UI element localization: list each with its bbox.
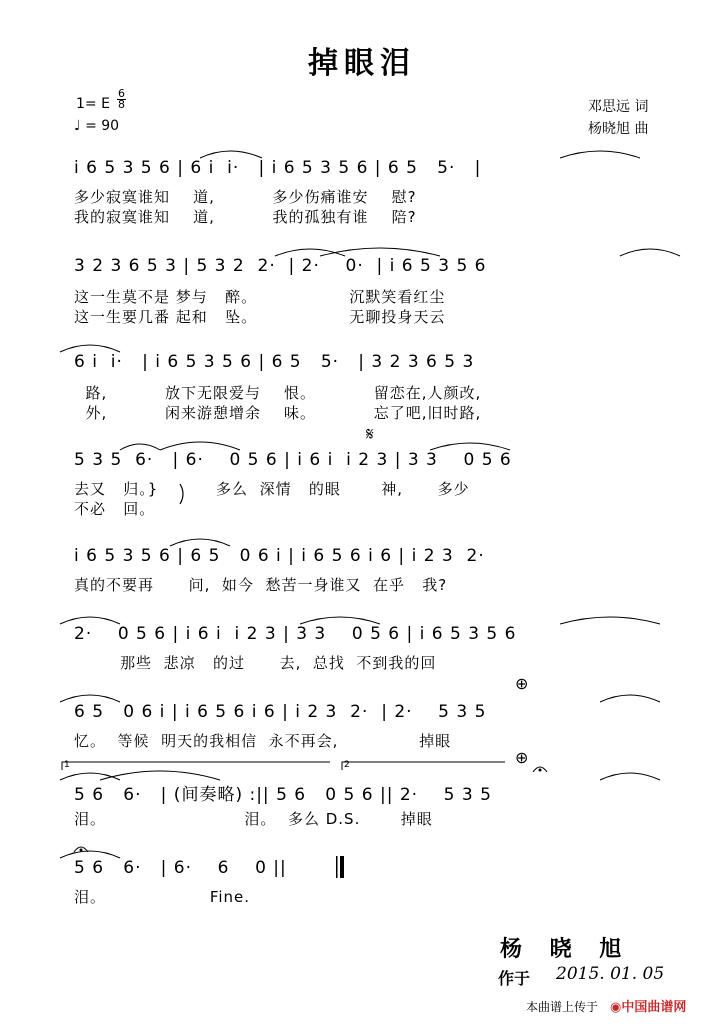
lyric-row-4-verse-2: 不必 回。 bbox=[74, 500, 156, 518]
lyric-row-2-verse-2: 这一生要几番 起和 坠。 无聊投身天云 bbox=[74, 308, 446, 326]
upload-note: 本曲谱上传于 bbox=[526, 1000, 599, 1014]
notation-row-6: 2· 0 5 6 | i 6 i i 2 3 | 3 3 0 5 6 | i 6 5 3 5 6 bbox=[74, 624, 517, 644]
notation-row-9: 5 6 6· | 6· 6 0 || bbox=[74, 858, 287, 878]
fermata-dot bbox=[80, 849, 83, 852]
key-label: 1= E bbox=[76, 96, 110, 112]
final-barline-thick bbox=[340, 856, 344, 878]
author-signature: 杨 晓 旭 bbox=[500, 936, 632, 962]
slur-mark bbox=[200, 151, 262, 158]
slur-mark bbox=[60, 695, 120, 702]
lyric-row-7: 忆。 等候 明天的我相信 永不再会, 掉眼 bbox=[74, 732, 452, 750]
volta-first-ending: 1 bbox=[64, 760, 70, 770]
slur-mark bbox=[600, 773, 660, 780]
notation-row-7: 6 5 0 6 i | i 6 5 6 i 6 | i 2 3 2· | 2· 5 3 5 bbox=[74, 702, 487, 722]
lyric-row-8: 泪。 泪。 多么 D.S. 掉眼 bbox=[74, 810, 433, 828]
notation-row-8: 5 6 6· | (间奏略) :|| 5 6 0 5 6 || 2· 5 3 5 bbox=[74, 785, 492, 805]
slur-mark bbox=[300, 617, 380, 624]
site-logo-text: 中国曲谱网 bbox=[621, 1000, 687, 1015]
slur-mark bbox=[600, 695, 660, 702]
slur-mark bbox=[160, 442, 240, 450]
slur-mark bbox=[620, 249, 680, 256]
song-title: 掉眼泪 bbox=[308, 46, 416, 81]
lyric-row-1-verse-1: 多少寂寞谁知 道, 多少伤痛谁安 慰? bbox=[74, 188, 417, 206]
slur-mark bbox=[320, 248, 440, 256]
lyric-row-6: 那些 悲凉 的过 去, 总找 不到我的回 bbox=[74, 654, 437, 672]
volta-bracket-2 bbox=[342, 762, 505, 770]
brace-mark bbox=[180, 484, 183, 504]
volta-bracket-1 bbox=[62, 762, 330, 770]
lyric-row-2-verse-1: 这一生莫不是 梦与 醉。 沉默笑看红尘 bbox=[74, 288, 446, 306]
notation-row-3: 6 i i· | i 6 5 3 5 6 | 6 5 5· | 3 2 3 6 5 3 bbox=[74, 352, 475, 372]
slur-mark bbox=[60, 851, 120, 858]
site-logo-icon: ◉ bbox=[610, 1000, 622, 1015]
slur-mark bbox=[60, 617, 120, 624]
lyricist-credit: 邓思远 词 bbox=[588, 99, 649, 115]
volta-second-ending: 2 bbox=[344, 760, 350, 770]
lyric-row-9: 泪。 Fine. bbox=[74, 888, 251, 906]
tempo-value: = 90 bbox=[85, 118, 120, 134]
time-top: 6 bbox=[118, 87, 125, 100]
slur-mark bbox=[60, 345, 120, 352]
lyric-row-1-verse-2: 我的寂寞谁知 道, 我的孤独有谁 陪? bbox=[74, 208, 417, 226]
notation-row-2: 3 2 3 6 5 3 | 5 3 2 2· | 2· 0· | i 6 5 3 5 6 bbox=[74, 256, 487, 276]
date-prefix: 作于 bbox=[498, 969, 531, 988]
segno-symbol: 𝄋 bbox=[366, 424, 374, 445]
slur-mark bbox=[560, 151, 640, 158]
composition-date: 2015. 01. 05 bbox=[556, 964, 665, 984]
lyric-row-4-verse-1: 去又 归。} 多么 深情 的眼 神, 多少 bbox=[74, 480, 470, 498]
notation-row-5: i 6 5 3 5 6 | 6 5 0 6 i | i 6 5 6 i 6 | i 2 3 2· bbox=[74, 546, 485, 566]
lyric-row-5: 真的不要再 问, 如今 愁苦一身谁又 在乎 我? bbox=[74, 576, 448, 594]
slur-mark bbox=[560, 617, 660, 624]
fermata-dot bbox=[539, 769, 542, 772]
coda-symbol-2: ⊕ bbox=[515, 748, 529, 767]
slur-mark bbox=[170, 539, 230, 546]
slur-mark bbox=[120, 444, 160, 450]
quarter-note-icon: ♩ bbox=[74, 118, 81, 134]
coda-symbol-1: ⊕ bbox=[515, 674, 529, 693]
lyric-row-3-verse-1: 路, 放下无限爱与 恨。 留恋在,人颜改, bbox=[74, 384, 482, 402]
notation-row-1: i 6 5 3 5 6 | 6 i i· | i 6 5 3 5 6 | 6 5 5· | bbox=[74, 158, 482, 178]
final-barline-thin bbox=[336, 856, 338, 878]
lyric-row-3-verse-2: 外, 闲来游憩增余 味。 忘了吧,旧时路, bbox=[74, 404, 482, 422]
composer-credit: 杨晓旭 曲 bbox=[588, 121, 649, 137]
site-logo[interactable] bbox=[610, 996, 686, 1015]
slur-mark bbox=[430, 443, 510, 450]
notation-row-4: 5 3 5 6· | 6· 0 5 6 | i 6 i i 2 3 | 3 3 0 5 6 bbox=[74, 450, 512, 470]
time-bottom: 8 bbox=[118, 98, 125, 111]
